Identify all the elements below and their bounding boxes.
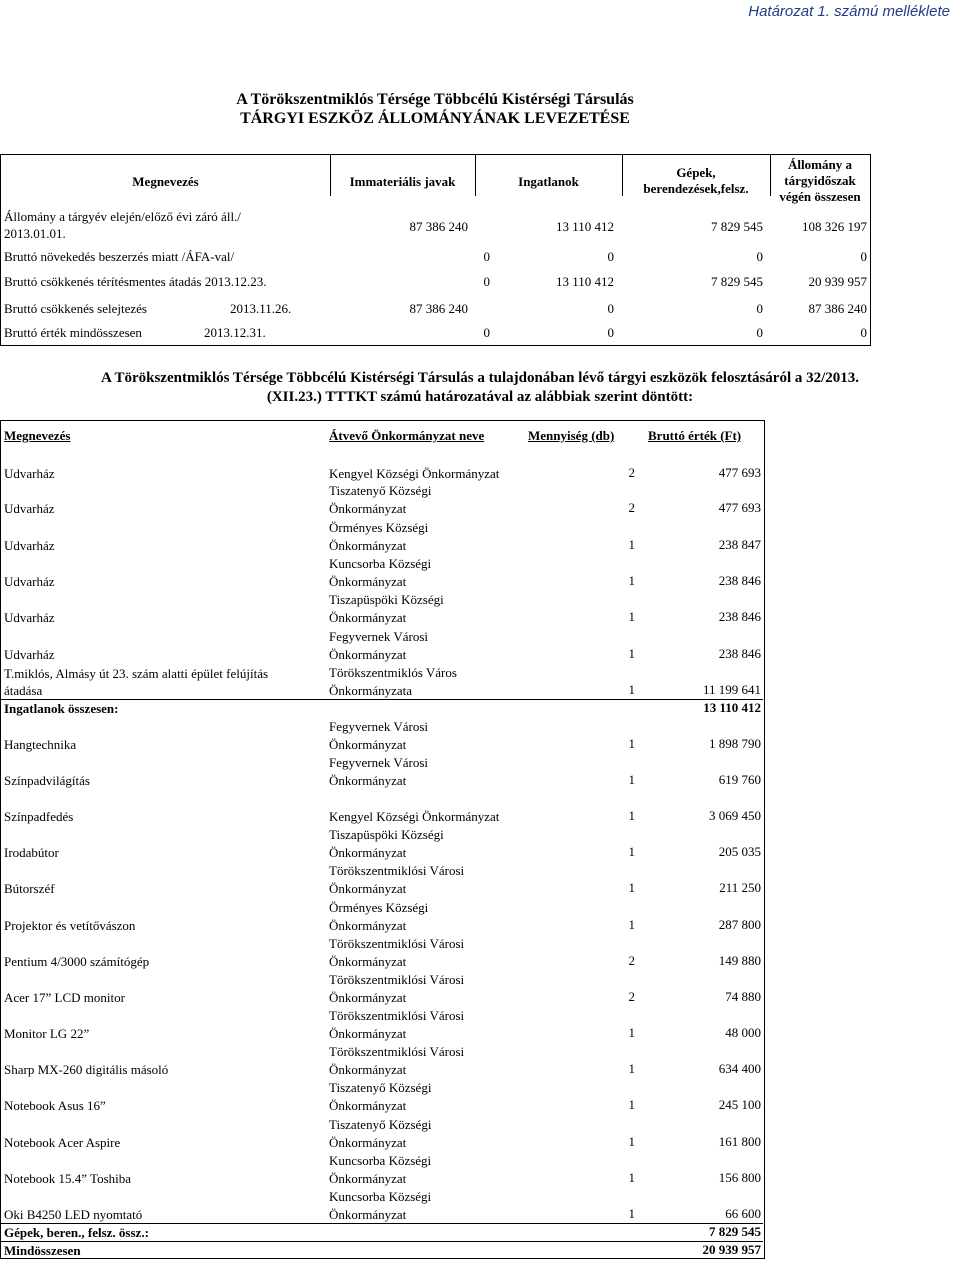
- summary-cell: 0: [860, 249, 867, 264]
- item-name: Notebook 15.4” Toshiba: [4, 1171, 132, 1186]
- gross-value: 149 880: [718, 953, 761, 968]
- gross-value: 238 847: [718, 537, 761, 552]
- item-name: Udvarház: [4, 466, 55, 481]
- summary-cell: 0: [483, 274, 490, 289]
- annex-label: Határozat 1. számú melléklete: [748, 3, 950, 20]
- item-name: Irodabútor: [4, 845, 59, 860]
- item-name: Acer 17” LCD monitor: [4, 990, 125, 1005]
- recipient-name: Önkormányzat: [329, 954, 407, 969]
- quantity: 1: [628, 808, 635, 823]
- quantity: 1: [628, 646, 635, 661]
- quantity: 1: [628, 844, 635, 859]
- row-divider: [0, 1223, 763, 1224]
- recipient-name: Önkormányzat: [329, 773, 407, 788]
- summary-cell: 7 829 545: [711, 219, 763, 234]
- recipient-name: Örményes Községi: [329, 900, 429, 915]
- summary-row-date: 2013.12.31.: [204, 325, 266, 340]
- item-name: T.miklós, Almásy út 23. szám alatti épület felújítás átadása: [4, 666, 269, 698]
- recipient-name: Önkormányzat: [329, 737, 407, 752]
- recipient-name: Önkormányzat: [329, 881, 407, 896]
- recipient-name: Kuncsorba Községi: [329, 1189, 432, 1204]
- recipient-name: Tiszatenyő Községi: [329, 1080, 432, 1095]
- gross-value: 211 250: [719, 880, 761, 895]
- summary-row-label: Bruttó csökkenés térítésmentes átadás 2013.12.23.: [4, 274, 267, 289]
- quantity: 1: [628, 682, 635, 697]
- summary-cell: 108 326 197: [802, 219, 867, 234]
- recipient-name: Tiszatenyő Községi: [329, 1117, 432, 1132]
- recipient-name: Fegyvernek Városi: [329, 755, 429, 770]
- recipient-name: Kengyel Községi Önkormányzat: [329, 466, 500, 481]
- gross-value: 238 846: [718, 646, 761, 661]
- recipient-name: Kengyel Községi Önkormányzat: [329, 809, 500, 824]
- recipient-name: Önkormányzat: [329, 1207, 407, 1222]
- summary-cell: 87 386 240: [808, 301, 867, 316]
- gross-value: 634 400: [718, 1061, 761, 1076]
- item-name: Gépek, beren., felsz. össz.:: [4, 1225, 149, 1240]
- gross-value: 11 199 641: [702, 682, 761, 697]
- item-name: Notebook Asus 16”: [4, 1098, 106, 1113]
- item-name: Színpadfedés: [4, 809, 74, 824]
- gross-value: 156 800: [718, 1170, 761, 1185]
- recipient-name: Tiszatenyő Községi: [329, 483, 432, 498]
- gross-value: 161 800: [718, 1134, 761, 1149]
- item-name: Udvarház: [4, 574, 55, 589]
- quantity: 1: [628, 537, 635, 552]
- item-name: Színpadvilágítás: [4, 773, 90, 788]
- quantity: 1: [628, 880, 635, 895]
- header-realestate: Ingatlanok: [518, 174, 579, 189]
- quantity: 1: [628, 1061, 635, 1076]
- quantity: 2: [628, 989, 635, 1004]
- item-name: Udvarház: [4, 538, 55, 553]
- recipient-name: Önkormányzat: [329, 1098, 407, 1113]
- summary-cell: 87 386 240: [409, 219, 468, 234]
- summary-cell: 0: [756, 249, 763, 264]
- recipient-name: Önkormányzat: [329, 647, 407, 662]
- document-subtitle: TÁRGYI ESZKÖZ ÁLLOMÁNYÁNAK LEVEZETÉSE: [240, 110, 630, 127]
- summary-cell: 0: [756, 325, 763, 340]
- dist-header-name: Megnevezés: [4, 428, 71, 443]
- quantity: 1: [628, 1025, 635, 1040]
- summary-table: [0, 154, 871, 346]
- item-name: Oki B4250 LED nyomtató: [4, 1207, 143, 1222]
- decision-line-1: A Törökszentmiklós Térsége Többcélú Kistérségi Társulás a tulajdonában lévő tárgyi eszközök felosztásáról a 32/2013.: [100, 370, 860, 386]
- recipient-name: Önkormányzat: [329, 610, 407, 625]
- summary-row-label: Bruttó csökkenés selejtezés: [4, 301, 147, 316]
- decision-line-2: (XII.23.) TTTKT számú határozatával az alábbiak szerint döntött:: [266, 389, 694, 405]
- recipient-name: Önkormányzat: [329, 538, 407, 553]
- summary-cell: 0: [607, 301, 614, 316]
- quantity: 1: [628, 1206, 635, 1221]
- recipient-name: Örményes Községi: [329, 520, 429, 535]
- quantity: 1: [628, 1170, 635, 1185]
- recipient-name: Törökszentmiklós Város: [329, 665, 457, 680]
- gross-value: 205 035: [718, 844, 761, 859]
- recipient-name: Önkormányzat: [329, 574, 407, 589]
- header-total-2: tárgyidőszak: [784, 173, 856, 188]
- quantity: 1: [628, 772, 635, 787]
- item-name: Projektor és vetítővászon: [4, 918, 136, 933]
- dist-header-qty: Mennyiség (db): [528, 428, 615, 443]
- recipient-name: Törökszentmiklósi Városi: [329, 1008, 465, 1023]
- item-name: Udvarház: [4, 501, 55, 516]
- summary-row-label-2: 2013.01.01.: [4, 226, 66, 241]
- recipient-name: Önkormányzat: [329, 918, 407, 933]
- summary-row-label: Bruttó növekedés beszerzés miatt /ÁFA-val/: [4, 249, 235, 264]
- recipient-name: Törökszentmiklósi Városi: [329, 936, 465, 951]
- recipient-name: Önkormányzat: [329, 1062, 407, 1077]
- item-name: Udvarház: [4, 610, 55, 625]
- header-machines-1: Gépek,: [676, 165, 716, 180]
- summary-cell: 20 939 957: [808, 274, 867, 289]
- summary-cell: 0: [483, 249, 490, 264]
- quantity: 1: [628, 1097, 635, 1112]
- gross-value: 3 069 450: [709, 808, 761, 823]
- recipient-name: Önkormányzat: [329, 845, 407, 860]
- item-name: Sharp MX-260 digitális másoló: [4, 1062, 169, 1077]
- recipient-name: Önkormányzat: [329, 990, 407, 1005]
- recipient-name: Fegyvernek Városi: [329, 719, 429, 734]
- gross-value: 74 880: [725, 989, 761, 1004]
- summary-row-label: Bruttó érték mindösszesen: [4, 325, 142, 340]
- gross-value: 1 898 790: [709, 736, 761, 751]
- summary-cell: 0: [860, 325, 867, 340]
- gross-value: 477 693: [718, 465, 761, 480]
- quantity: 1: [628, 736, 635, 751]
- header-total-3: végén összesen: [779, 189, 861, 204]
- quantity: 2: [628, 953, 635, 968]
- gross-value: 66 600: [725, 1206, 761, 1221]
- quantity: 1: [628, 609, 635, 624]
- summary-cell: 0: [756, 301, 763, 316]
- summary-cell: 0: [483, 325, 490, 340]
- gross-value: 20 939 957: [702, 1242, 761, 1257]
- quantity: 1: [628, 1134, 635, 1149]
- recipient-name: Önkormányzat: [329, 1171, 407, 1186]
- summary-cell: 13 110 412: [555, 219, 614, 234]
- recipient-name: Törökszentmiklósi Városi: [329, 972, 465, 987]
- gross-value: 238 846: [718, 573, 761, 588]
- recipient-name: Törökszentmiklósi Városi: [329, 1044, 465, 1059]
- item-name: Udvarház: [4, 647, 55, 662]
- summary-row-label: Állomány a tárgyév elején/előző évi záró áll./: [4, 209, 241, 224]
- gross-value: 287 800: [718, 917, 761, 932]
- gross-value: 13 110 412: [703, 700, 761, 715]
- header-name: Megnevezés: [132, 174, 199, 189]
- gross-value: 477 693: [718, 500, 761, 515]
- dist-header-value: Bruttó érték (Ft): [648, 428, 742, 443]
- quantity: 1: [628, 573, 635, 588]
- recipient-name: Fegyvernek Városi: [329, 629, 429, 644]
- header-intangible: Immateriális javak: [349, 174, 456, 189]
- item-name: Ingatlanok összesen:: [4, 701, 119, 716]
- item-name: Pentium 4/3000 számítógép: [4, 954, 150, 969]
- item-name: Bútorszéf: [4, 881, 55, 896]
- quantity: 2: [628, 465, 635, 480]
- summary-cell: 7 829 545: [711, 274, 763, 289]
- quantity: 2: [628, 500, 635, 515]
- header-total-1: Állomány a: [788, 157, 852, 172]
- item-name: Notebook Acer Aspire: [4, 1135, 121, 1150]
- recipient-name: Kuncsorba Községi: [329, 556, 432, 571]
- gross-value: 245 100: [718, 1097, 761, 1112]
- item-name: Mindösszesen: [4, 1243, 81, 1258]
- summary-cell: 0: [607, 249, 614, 264]
- recipient-name: Önkormányzat: [329, 501, 407, 516]
- recipient-name: Önkormányzat: [329, 1026, 407, 1041]
- item-name: Monitor LG 22”: [4, 1026, 90, 1041]
- row-divider: [0, 699, 763, 700]
- header-machines-2: berendezések,felsz.: [643, 181, 749, 196]
- recipient-name: Törökszentmiklósi Városi: [329, 863, 465, 878]
- dist-header-recipient: Átvevő Önkormányzat neve: [329, 428, 485, 443]
- item-name: Hangtechnika: [4, 737, 77, 752]
- recipient-name: Kuncsorba Községi: [329, 1153, 432, 1168]
- summary-cell: 0: [607, 325, 614, 340]
- gross-value: 619 760: [718, 772, 761, 787]
- document-title: A Törökszentmiklós Térsége Többcélú Kistérségi Társulás: [236, 91, 634, 108]
- recipient-name: Önkormányzata: [329, 683, 413, 698]
- summary-cell: 87 386 240: [409, 301, 468, 316]
- quantity: 1: [628, 917, 635, 932]
- gross-value: 238 846: [718, 609, 761, 624]
- summary-cell: 13 110 412: [555, 274, 614, 289]
- recipient-name: Tiszapüspöki Községi: [329, 592, 444, 607]
- recipient-name: Tiszapüspöki Községi: [329, 827, 444, 842]
- summary-row-date: 2013.11.26.: [230, 301, 292, 316]
- row-divider: [0, 1241, 763, 1242]
- gross-value: 48 000: [725, 1025, 761, 1040]
- recipient-name: Önkormányzat: [329, 1135, 407, 1150]
- gross-value: 7 829 545: [709, 1224, 761, 1239]
